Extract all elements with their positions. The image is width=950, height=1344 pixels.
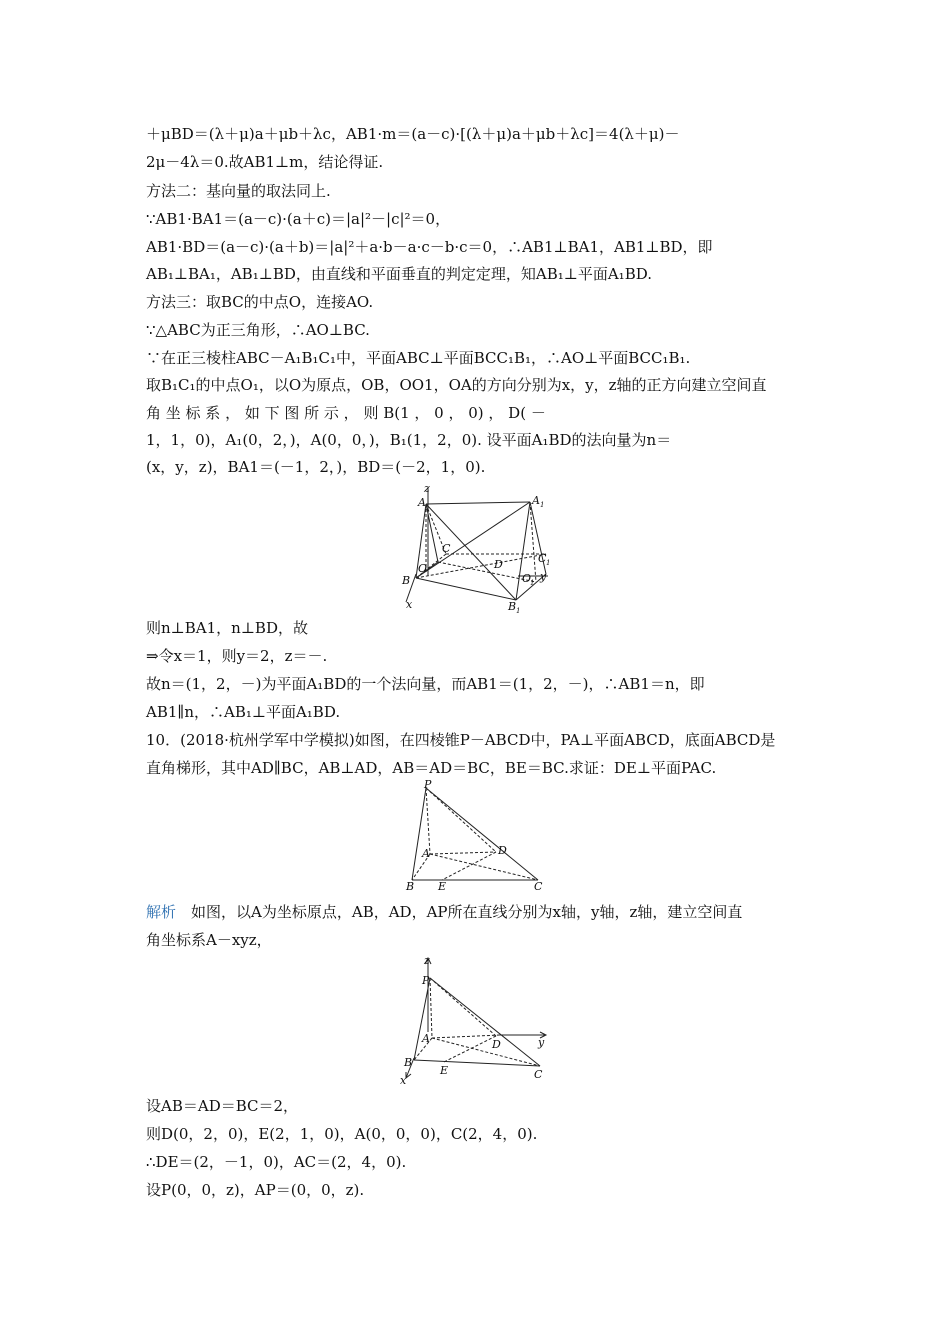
prism-figure <box>398 482 558 615</box>
fig1-label-x: x <box>406 598 413 611</box>
text-line: 方法二：基向量的取法同上. <box>146 182 331 200</box>
text-line: 如图，以A为坐标原点，AB，AD，AP所在直线分别为x轴，y轴，z轴，建立空间直 <box>191 903 743 921</box>
text-line: ⇒令x＝1，则y＝2，z＝－. <box>146 647 328 665</box>
fig1-label-a1: A <box>532 494 540 507</box>
text-line: 则n⊥BA1，n⊥BD，故 <box>146 619 308 637</box>
text-line: ∵AB1·BA1＝(a－c)·(a＋c)＝|a|²－|c|²＝0， <box>146 210 451 228</box>
text-line: 直角梯形，其中AD∥BC，AB⊥AD，AB＝AD＝BC，BE＝BC.求证：DE⊥平面PAC. <box>146 759 717 777</box>
fig2-label-d: D <box>498 844 507 857</box>
fig1-label-c: C <box>442 542 451 555</box>
text-line: AB1·BD＝(a－c)·(a＋b)＝|a|²＋a·b－a·c－b·c＝0，∴AB1⊥BA1，AB1⊥BD，即 <box>146 238 713 256</box>
fig1-label-o1-sub: 1 <box>530 579 535 587</box>
fig1-label-o: O <box>418 562 428 575</box>
fig3-label-b: B <box>404 1056 413 1069</box>
fig1-label-a1-sub: 1 <box>540 501 545 509</box>
fig1-label-b1: B <box>508 600 517 613</box>
fig2-label-p: P <box>424 778 432 791</box>
fig1-label-a: A <box>418 496 426 509</box>
fig3-label-a: A <box>422 1032 430 1045</box>
analysis-tag: 解析 <box>146 903 177 921</box>
fig3-label-d: D <box>492 1038 501 1051</box>
fig1-label-c1: C <box>538 552 547 565</box>
fig1-label-y: y <box>540 570 547 583</box>
text-line: 则D(0，2，0)，E(2，1，0)，A(0，0，0)，C(2，4，0). <box>146 1125 538 1143</box>
text-line: 设P(0，0，z)，AP＝(0，0，z). <box>146 1181 365 1199</box>
pyramid-figure <box>402 778 550 894</box>
text-line: ∵在正三棱柱ABC－A₁B₁C₁中，平面ABC⊥平面BCC₁B₁，∴AO⊥平面BCC₁B₁. <box>146 349 691 367</box>
text-line: 角 坐 标 系 ， 如 下 图 所 示 ， 则 B(1 ， 0 ， 0) ， D( － <box>146 404 546 422</box>
text-line: (x，y，z)，BA1＝(－1，2，)，BD＝(－2，1，0). <box>146 458 486 476</box>
fig1-label-z: z <box>424 482 430 495</box>
fig3-label-c: C <box>534 1068 543 1081</box>
pyramid-axes-figure <box>396 954 556 1086</box>
text-line: ∴DE＝(2，－1，0)，AC＝(2，4，0). <box>146 1153 407 1171</box>
text-line: AB₁⊥BA₁，AB₁⊥BD，由直线和平面垂直的判定定理，知AB₁⊥平面A₁BD. <box>146 265 652 283</box>
fig1-label-c1-sub: 1 <box>546 559 551 567</box>
fig1-label-b1-sub: 1 <box>516 607 521 615</box>
text-line: 2μ－4λ＝0.故AB1⊥m，结论得证. <box>146 153 384 171</box>
fig3-label-z: z <box>424 954 430 967</box>
fig3-label-e: E <box>440 1064 449 1077</box>
text-line: 设AB＝AD＝BC＝2， <box>146 1097 299 1115</box>
fig1-label-o1: O <box>522 572 532 585</box>
text-line: 取B₁C₁的中点O₁，以O为原点，OB，OO1，OA的方向分别为x，y，z轴的正方向建立空间直 <box>146 376 767 394</box>
fig1-label-b: B <box>402 574 411 587</box>
fig2-label-c: C <box>534 880 543 893</box>
fig3-label-p: P <box>422 974 430 987</box>
analysis-line <box>146 901 806 923</box>
fig2-label-e: E <box>438 880 447 893</box>
fig3-label-x: x <box>400 1074 407 1087</box>
text-line: 方法三：取BC的中点O，连接AO. <box>146 293 374 311</box>
text-line: 故n＝(1，2，－)为平面A₁BD的一个法向量，而AB1＝(1，2，－)，∴AB1＝n，即 <box>146 675 705 693</box>
fig2-label-b: B <box>406 880 415 893</box>
text-line: AB1∥n，∴AB₁⊥平面A₁BD. <box>146 703 341 721</box>
text-line: 1，1，0)，A₁(0，2，)，A(0，0，)，B₁(1，2，0). 设平面A₁BD的法向量为n＝ <box>146 431 672 449</box>
text-line: 10．(2018·杭州学军中学模拟)如图，在四棱锥P－ABCD中，PA⊥平面ABCD，底面ABCD是 <box>146 731 776 749</box>
fig1-label-d: D <box>494 558 503 571</box>
text-line: ＋μBD＝(λ＋μ)a＋μb＋λc，AB1·m＝(a－c)·[(λ＋μ)a＋μb＋λc]＝4(λ＋μ)－ <box>146 125 680 143</box>
text-line: 角坐标系A－xyz， <box>146 931 272 949</box>
fig2-label-a: A <box>422 847 430 860</box>
text-line: ∵△ABC为正三角形，∴AO⊥BC. <box>146 321 370 339</box>
fig3-label-y: y <box>538 1036 545 1049</box>
